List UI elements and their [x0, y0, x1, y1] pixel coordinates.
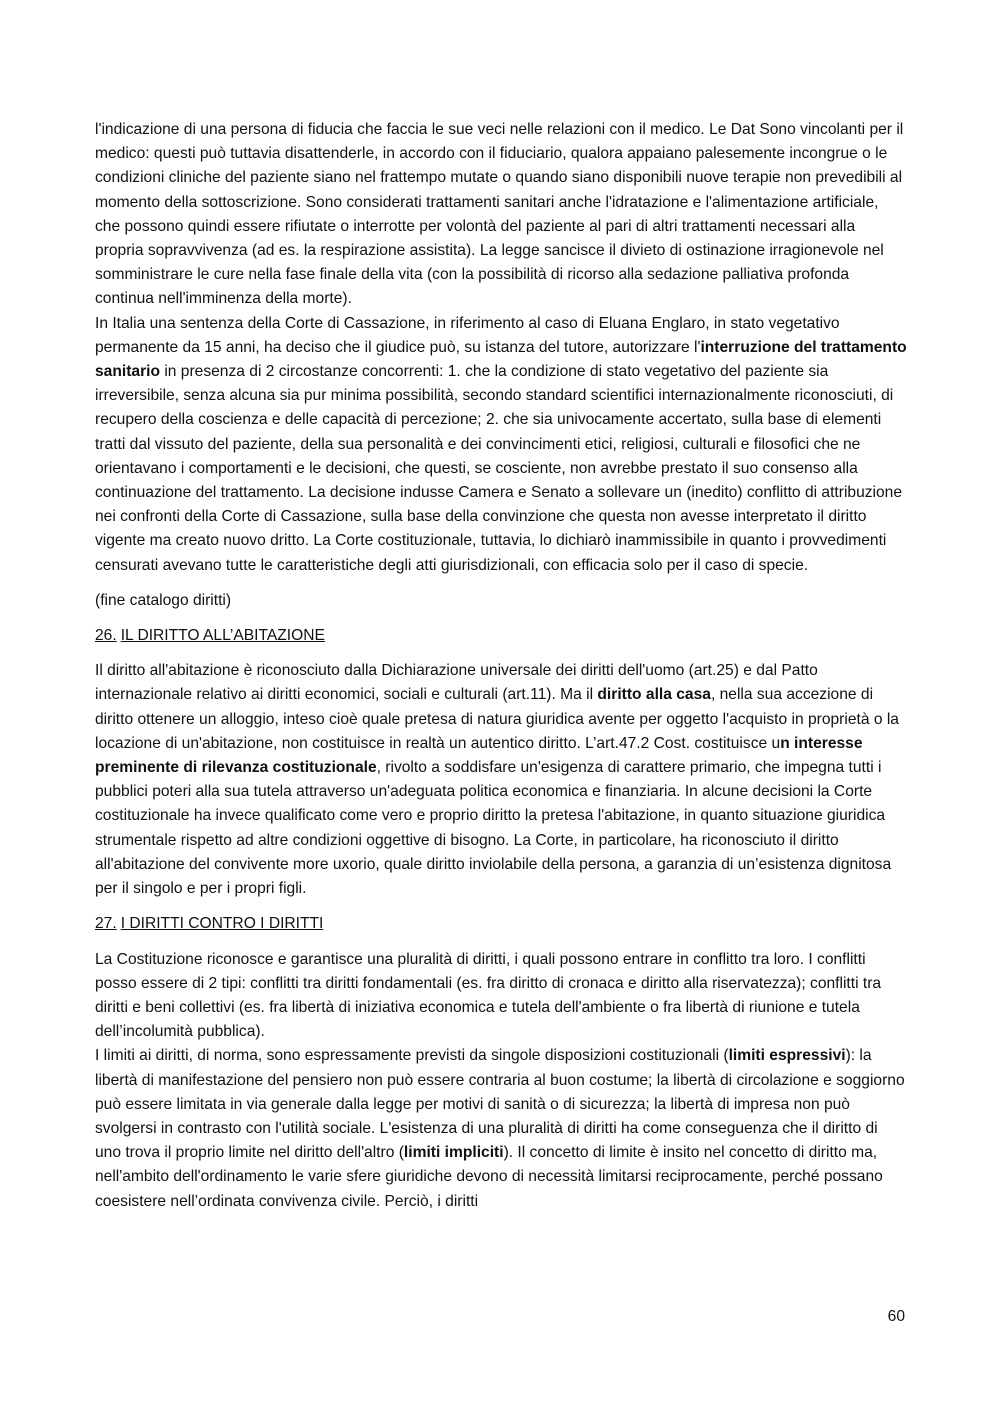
- text-span: ). Il concetto di limite è insito nel concetto di diritto ma, nell'ambito dell'ordinamento le varie sfere giuridiche devono di necessità limitarsi reciprocamente, perché possano coesistere nell’ordinata convivenza civile. Perciò, i diritti: [95, 1144, 883, 1210]
- bold-term: diritto alla casa: [597, 686, 711, 704]
- bold-term: limiti impliciti: [403, 1144, 504, 1162]
- text-span: ): la libertà di manifestazione del pensiero non può essere contraria al buon costume; la libertà di circolazione e soggiorno può essere limitata in via generale dalla legge per motivi di sanità o di sicurezza; la libertà di impresa non può svolgersi in contrasto con l'utilità sociale. L'esistenza di una pluralità di diritti ha come conseguenza che il diritto di uno trova il proprio limite nel diritto dell'altro (: [95, 1047, 905, 1162]
- page-number: 60: [887, 1308, 905, 1325]
- section-title: I DIRITTI CONTRO I DIRITTI: [120, 915, 324, 933]
- bold-term: interruzione del trattamento sanitario: [95, 338, 907, 381]
- paragraph-dat: l'indicazione di una persona di fiducia che faccia le sue veci nelle relazioni con il medico. Le Dat Sono vincolanti per il medico: questi può tuttavia disattenderle, in accordo con il fiduciario, qualora appaiano palesemente incongrue o le condizioni cliniche del paziente siano nel frattempo mutate o quando siano disponibili nuove terapie non prevedibili al momento della sottoscrizione. Sono considerati trattamenti sanitari anche l'idratazione e l'alimentazione artificiale, che possono quindi essere rifiutate o interrotte per volontà del paziente al pari di altri trattamenti necessari alla propria sopravvivenza (ad es. la respirazione assistita). La legge sancisce il divieto di ostinazione irragionevole nel somministrare le cure nella fase finale della vita (con la possibilità di ricorso alla sedazione palliativa profonda continua nell'imminenza della morte).: [95, 121, 904, 308]
- paragraph-abitazione: [95, 659, 907, 901]
- paragraph-englaro: [95, 312, 907, 578]
- text-span: , rivolto a soddisfare un'esigenza di carattere primario, che impegna tutti i pubblici poteri alla sua tutela attraverso un'adeguata politica economica e finanziaria. In alcune decisioni la Corte costituzionale ha invece qualificato come vero e proprio diritto la pretesa l'abitazione, in quanto situazione giuridica strumentale rispetto ad altre condizioni oggettive di bisogno. La Corte, in particolare, ha riconosciuto il diritto all'abitazione del convivente more uxorio, quale diritto inviolabile della persona, a garanzia di un’esistenza dignitosa per il singolo e per i propri figli.: [95, 759, 892, 898]
- section-title: IL DIRITTO ALL’ABITAZIONE: [120, 627, 325, 645]
- document-page: [95, 118, 907, 1214]
- section-number: 27.: [95, 915, 117, 933]
- text-span: Il diritto all'abitazione è riconosciuto dalla Dichiarazione universale dei diritti dell'uomo (art.25) e dal Patto internazionale relativo ai diritti economici, sociali e culturali (art.11). Ma il: [95, 662, 818, 704]
- text-span: , nella sua accezione di diritto ottenere un alloggio, inteso cioè quale pretesa di natura giuridica avente per oggetto l'acquisto in proprietà o la locazione di un'abitazione, non costituisce in realtà un autentico diritto. L’art.47.2 Cost. costituisce u: [95, 686, 899, 752]
- text-span: in presenza di 2 circostanze concorrenti: 1. che la condizione di stato vegetativo del paziente sia irreversibile, senza alcuna sia pur minima possibilità, secondo standard scientifici internazionalmente riconosciuti, di recupero della coscienza e delle capacità di percezione; 2. che sia univocamente accertato, sulla base di elementi tratti dal vissuto del paziente, della sua personalità e dei convincimenti etici, religiosi, culturali e filosofici che ne orientavano i comportamenti e le decisioni, che questi, se cosciente, non avrebbe prestato il suo consenso alla continuazione del trattamento. La decisione indusse Camera e Senato a sollevare un (inedito) conflitto di attribuzione nei confronti della Corte di Cassazione, sulla base della convinzione che questa non avesse interpretato il diritto vigente ma creato nuovo dritto. La Corte costituzionale, tuttavia, lo dichiarò inammissibile in quanto i provvedimenti censurati avevano tutte le caratteristiche degli atti giurisdizionali, con efficacia solo per il caso di specie.: [95, 363, 903, 574]
- section-heading-26: [95, 624, 907, 648]
- section-number: 26.: [95, 627, 117, 645]
- paragraph-limiti: [95, 1044, 907, 1213]
- text-span: I limiti ai diritti, di norma, sono espressamente previsti da singole disposizioni costituzionali (: [95, 1047, 729, 1065]
- section-heading-27: [95, 912, 907, 936]
- note-fine-catalogo: (fine catalogo diritti): [95, 591, 232, 609]
- paragraph-conflitti: La Costituzione riconosce e garantisce una pluralità di diritti, i quali possono entrare in conflitto tra loro. I conflitti posso essere di 2 tipi: conflitti tra diritti fondamentali (es. fra diritto di cronaca e diritto alla riservatezza); conflitti tra diritti e beni collettivi (es. fra libertà di iniziativa economica e tutela dell'ambiente o fra libertà di riunione e tutela dell’incolumità pubblica).: [95, 950, 882, 1041]
- bold-term: limiti espressivi: [728, 1047, 846, 1065]
- text-span: In Italia una sentenza della Corte di Cassazione, in riferimento al caso di Eluana Englaro, in stato vegetativo permanente da 15 anni, ha deciso che il giudice può, su istanza del tutore, autorizzare l': [95, 314, 840, 356]
- bold-term: n interesse preminente di rilevanza costituzionale: [95, 734, 863, 777]
